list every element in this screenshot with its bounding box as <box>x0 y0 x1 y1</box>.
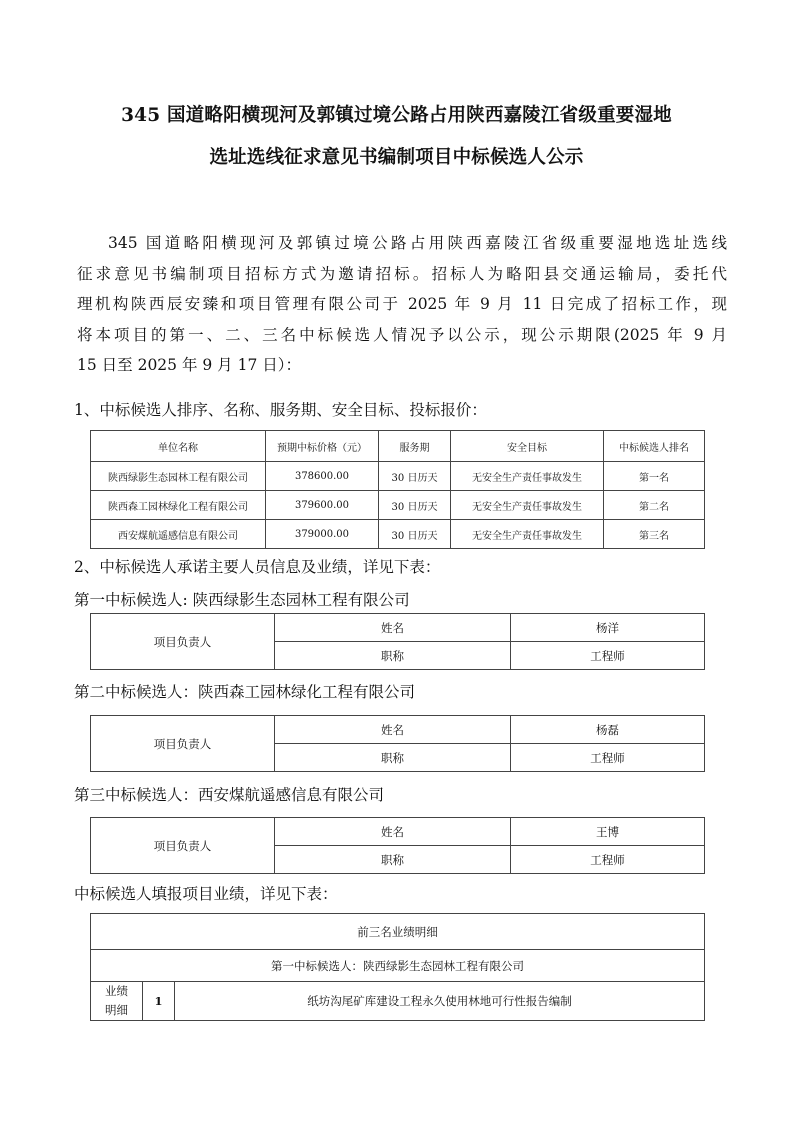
intro-line: 将本项目的第一、二、三名中标候选人情况予以公示，现公示期限(2025 年 9 月 <box>77 325 727 344</box>
price-cell: 378600.00 <box>266 462 379 491</box>
table-row <box>91 950 705 982</box>
column-header: 服务期 <box>379 431 451 462</box>
title-value-cell: 工程师 <box>511 642 705 670</box>
safety-target-cell: 无安全生产责任事故发生 <box>451 520 604 549</box>
service-period-cell: 30 日历天 <box>379 520 451 549</box>
title-value-cell: 工程师 <box>511 744 705 772</box>
name-label-cell: 姓名 <box>275 818 511 846</box>
title-label-cell: 职称 <box>275 846 511 874</box>
table-row <box>91 462 705 491</box>
candidate-1-label: 第一中标候选人: 陕西绿影生态园林工程有限公司 <box>74 591 410 609</box>
candidate-2-personnel-table <box>90 715 705 772</box>
performance-category-label: 明细 <box>105 1003 128 1017</box>
company-name-cell: 陕西绿影生态园林工程有限公司 <box>91 462 266 491</box>
column-header: 中标候选人排名 <box>604 431 705 462</box>
performance-table-title: 前三名业绩明细 <box>91 914 705 950</box>
table-row <box>91 818 705 846</box>
name-label-cell: 姓名 <box>275 716 511 744</box>
price-cell: 379000.00 <box>266 520 379 549</box>
role-cell: 项目负责人 <box>91 614 275 670</box>
name-label-cell: 姓名 <box>275 614 511 642</box>
intro-line: 理机构陕西辰安臻和项目管理有限公司于 2025 年 9 月 11 日完成了招标工作，现 <box>77 295 727 313</box>
performance-table <box>90 913 705 1021</box>
company-name-cell: 西安煤航遥感信息有限公司 <box>91 520 266 549</box>
section1-heading: 1、中标候选人排序、名称、服务期、安全目标、投标报价： <box>74 401 487 419</box>
intro-line: 15 日至 2025 年 9 月 17 日）： <box>77 356 301 374</box>
role-cell: 项目负责人 <box>91 818 275 874</box>
rank-cell: 第二名 <box>604 491 705 520</box>
column-header: 预期中标价格（元） <box>266 431 379 462</box>
section2-heading: 2、中标候选人承诺主要人员信息及业绩，详见下表： <box>74 558 441 576</box>
service-period-cell: 30 日历天 <box>379 491 451 520</box>
rank-cell: 第一名 <box>604 462 705 491</box>
candidate-3-personnel-table <box>90 817 705 874</box>
performance-item-name: 纸坊沟尾矿库建设工程永久使用林地可行性报告编制 <box>175 982 705 1021</box>
performance-item-number: 1 <box>143 982 175 1021</box>
candidate-3-label: 第三中标候选人：西安煤航遥感信息有限公司 <box>74 786 385 804</box>
title-value-cell: 工程师 <box>511 846 705 874</box>
performance-category-cell <box>91 982 143 1021</box>
document-title-line1: 345 国道略阳横现河及郭镇过境公路占用陕西嘉陵江省级重要湿地 <box>121 105 672 126</box>
candidate-1-personnel-table <box>90 613 705 670</box>
candidate-2-label: 第二中标候选人：陕西森工园林绿化工程有限公司 <box>74 683 416 701</box>
intro-paragraph <box>77 228 727 381</box>
safety-target-cell: 无安全生产责任事故发生 <box>451 491 604 520</box>
performance-category-label: 业绩 <box>105 984 128 998</box>
table-row <box>91 716 705 744</box>
table-row <box>91 982 705 1021</box>
name-value-cell: 王博 <box>511 818 705 846</box>
intro-line: 征求意见书编制项目招标方式为邀请招标。招标人为略阳县交通运输局，委托代 <box>77 264 727 283</box>
company-name-cell: 陕西森工园林绿化工程有限公司 <box>91 491 266 520</box>
name-value-cell: 杨洋 <box>511 614 705 642</box>
name-value-cell: 杨磊 <box>511 716 705 744</box>
title-label-cell: 职称 <box>275 642 511 670</box>
title-label-cell: 职称 <box>275 744 511 772</box>
column-header: 单位名称 <box>91 431 266 462</box>
table-row <box>91 914 705 950</box>
role-cell: 项目负责人 <box>91 716 275 772</box>
table-row <box>91 520 705 549</box>
rank-cell: 第三名 <box>604 520 705 549</box>
column-header: 安全目标 <box>451 431 604 462</box>
document-title-line2: 选址选线征求意见书编制项目中标候选人公示 <box>209 147 584 168</box>
intro-line: 345 国道略阳横现河及郭镇过境公路占用陕西嘉陵江省级重要湿地选址选线 <box>108 234 727 252</box>
safety-target-cell: 无安全生产责任事故发生 <box>451 462 604 491</box>
price-cell: 379600.00 <box>266 491 379 520</box>
performance-candidate-label: 第一中标候选人：陕西绿影生态园林工程有限公司 <box>91 950 705 982</box>
table-row <box>91 491 705 520</box>
table-header-row <box>91 431 705 462</box>
performance-heading: 中标候选人填报项目业绩，详见下表： <box>74 885 338 903</box>
table-row <box>91 614 705 642</box>
service-period-cell: 30 日历天 <box>379 462 451 491</box>
candidate-ranking-table <box>90 430 705 549</box>
